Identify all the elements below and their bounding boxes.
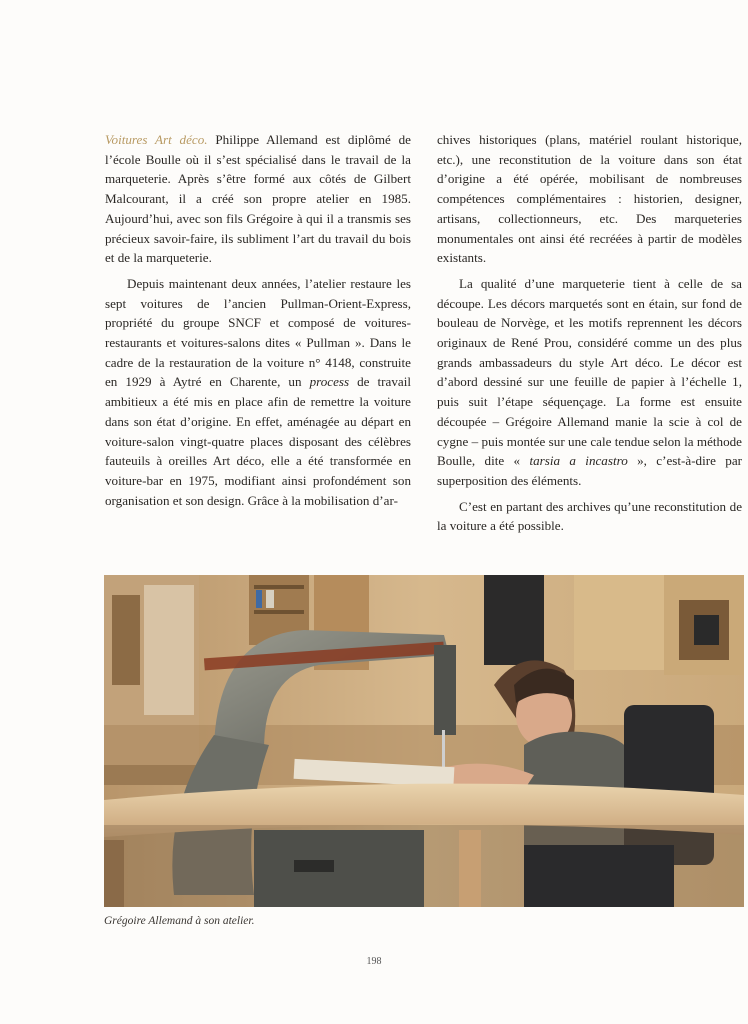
paragraph: chives historiques (plans, matériel roulant historique, etc.), une reconstitution de la voiture dans son état d’origine a été opérée, mobilisant de nombreuses compétences complémentaires : historien, designer, artisans, collectionneurs, etc. Des marqueteries monumentales ont ainsi été recréées à partir de modèles existants. <box>437 132 742 266</box>
workshop-photo <box>104 575 744 907</box>
paragraph-text: », c’est-à-dire par superposition des éléments. <box>437 453 742 488</box>
paragraph-text: de travail ambitieux a été mis en place afin de remettre la voiture dans son état d’origine. En effet, aménagée au départ en voiture-salon vingt-quatre places disposant des célèbres fauteuils à oreilles Art déco, elle a été transformée en voiture-bar en 1975, modifiant ainsi profondément son organisation et son design. Grâce à la mobilisation d’ar- <box>105 374 411 508</box>
right-column <box>437 130 742 536</box>
paragraph-text: La qualité d’une marqueterie tient à celle de sa découpe. Les décors marquetés sont en étain, sur fond de bouleau de Norvège, et les motifs reprennent les décors originaux de René Prou, considéré comme un des plus grands ambassadeurs du style Art déco. Le décor est d’abord dessiné sur une feuille de papier à l’échelle 1, puis suit l’étape séquençage. La forme est ensuite découpée – Grégoire Allemand manie la scie à col de cygne – puis montée sur une cale tendue selon la méthode Boulle, dite « <box>437 275 742 469</box>
paragraph-text: Philippe Allemand est diplômé de l’école Boulle où il s’est spécialisé dans le travail de la marqueterie. Après s’être formé aux côtés de Gilbert Malcourant, il a créé son propre atelier en 1985. Aujourd’hui, avec son fils Grégoire à qui il a transmis ses précieux savoir-faire, ils subliment l’art du travail du bois et de la marqueterie. <box>105 132 411 266</box>
page-number: 198 <box>366 956 382 967</box>
paragraph <box>105 130 411 268</box>
photo-caption: Grégoire Allemand à son atelier. <box>104 915 255 927</box>
italic-term: tarsia a incastro <box>529 453 628 469</box>
section-lead: Voitures Art déco. <box>105 132 208 147</box>
left-column <box>105 130 411 510</box>
paragraph <box>105 274 411 510</box>
paragraph-text: Depuis maintenant deux années, l’atelier restaure les sept voitures de l’ancien Pullman-Orient-Express, propriété du groupe SNCF et composé de voitures-restaurants et voitures-salons dites « Pullman ». Dans le cadre de la restauration de la voiture n° 4148, construite en 1929 à Aytré en Charente, un <box>105 275 411 390</box>
italic-term: process <box>309 374 350 390</box>
workshop-illustration <box>104 575 744 907</box>
paragraph <box>437 274 742 491</box>
paragraph: C’est en partant des archives qu’une reconstitution de la voiture a été possible. <box>437 498 742 534</box>
